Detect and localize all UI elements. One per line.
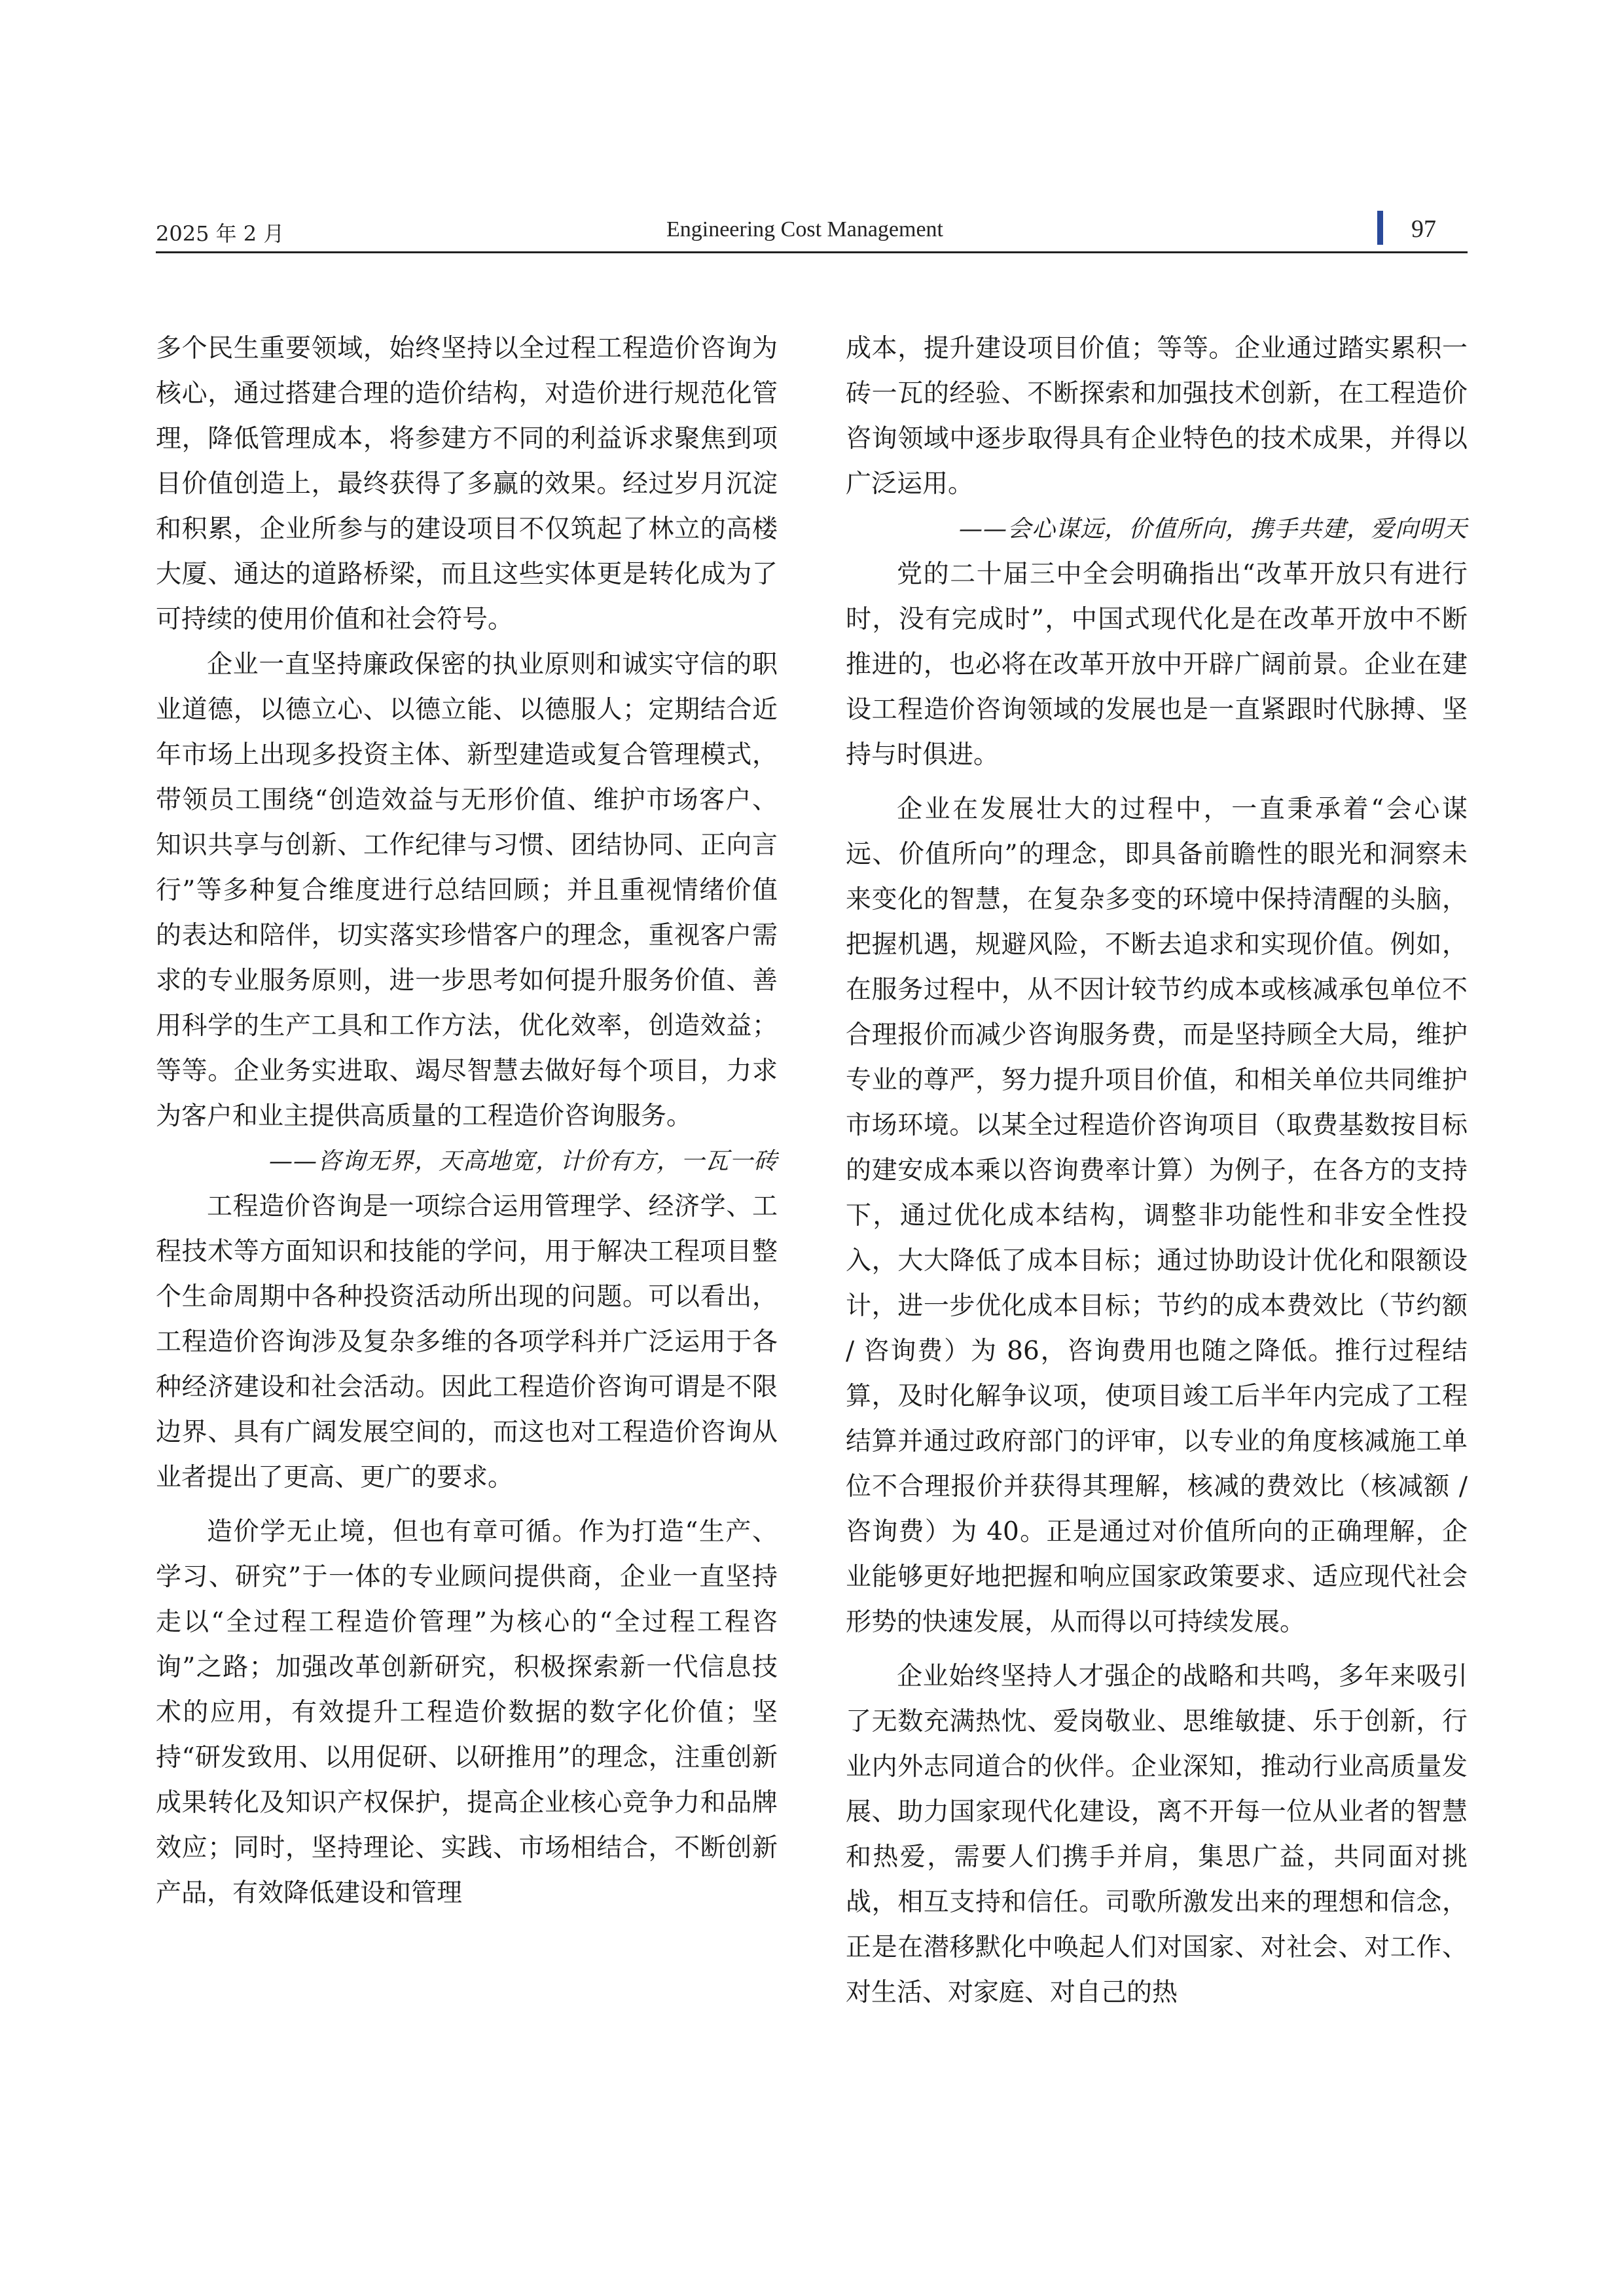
right-column [846,326,1468,2015]
paragraph: 多个民生重要领域，始终坚持以全过程工程造价咨询为核心，通过搭建合理的造价结构，对造价进行规范化管理，降低管理成本，将参建方不同的利益诉求聚焦到项目价值创造上，最终获得了多赢的效果。经过岁月沉淀和积累，企业所参与的建设项目不仅筑起了林立的高楼大厦、通达的道路桥梁，而且这些实体更是转化成为了可持续的使用价值和社会符号。 [156,334,778,634]
paragraph: 造价学无止境，但也有章可循。作为打造“生产、学习、研究”于一体的专业顾问提供商，企业一直坚持走以“全过程工程造价管理”为核心的“全过程工程咨询”之路；加强改革创新研究，积极探索新一代信息技术的应用，有效提升工程造价数据的数字化价值；坚持“研发致用、以用促研、以研推用”的理念，注重创新成果转化及知识产权保护，提高企业核心竞争力和品牌效应；同时，坚持理论、实践、市场相结合，不断创新产品，有效降低建设和管理 [156,1517,778,1908]
paragraph: 工程造价咨询是一项综合运用管理学、经济学、工程技术等方面知识和技能的学问，用于解决工程项目整个生命周期中各种投资活动所出现的问题。可以看出，工程造价咨询涉及复杂多维的各项学科并广泛运用于各种经济建设和社会活动。因此工程造价咨询可谓是不限边界、具有广阔发展空间的，而这也对工程造价咨询从业者提出了更高、更广的要求。 [156,1192,778,1492]
paragraph: 党的二十届三中全会明确指出“改革开放只有进行时，没有完成时”，中国式现代化是在改革开放中不断推进的，也必将在改革开放中开辟广阔前景。企业在建设工程造价咨询领域的发展也是一直紧跟时代脉搏、坚持与时俱进。 [846,560,1468,770]
issue-date: 2025 年 2 月 [156,221,285,246]
paragraph: 企业一直坚持廉政保密的执业原则和诚实守信的职业道德，以德立心、以德立能、以德服人；定期结合近年市场上出现多投资主体、新型建造或复合管理模式，带领员工围绕“创造效益与无形价值、维护市场客户、知识共享与创新、工作纪律与习惯、团结协同、正向言行”等多种复合维度进行总结回顾；并且重视情绪价值的表达和陪伴，切实落实珍惜客户的理念，重视客户需求的专业服务原则，进一步思考如何提升服务价值、善用科学的生产工具和工作方法，优化效率，创造效益；等等。企业务实进取、竭尽智慧去做好每个项目，力求为客户和业主提供高质量的工程造价咨询服务。 [156,650,778,1131]
section-subheading: ——会心谋远，价值所向，携手共建，爱向明天 [958,516,1468,543]
header-rule [156,251,1468,253]
paragraph: 企业在发展壮大的过程中，一直秉承着“会心谋远、价值所向”的理念，即具备前瞻性的眼光和洞察未来变化的智慧，在复杂多变的环境中保持清醒的头脑，把握机遇，规避风险，不断去追求和实现价值。例如，在服务过程中，从不因计较节约成本或核减承包单位不合理报价而减少咨询服务费，而是坚持顾全大局，维护专业的尊严，努力提升项目价值，和相关单位共同维护市场环境。以某全过程造价咨询项目（取费基数按目标的建安成本乘以咨询费率计算）为例子，在各方的支持下，通过优化成本结构，调整非功能性和非安全性投入，大大降低了成本目标；通过协助设计优化和限额设计，进一步优化成本目标；节约的成本费效比（节约额 / 咨询费）为 86，咨询费用也随之降低。推行过程结算，及时化解争议项，使项目竣工后半年内完成了工程结算并通过政府部门的评审，以专业的角度核减施工单位不合理报价并获得其理解，核减的费效比（核减额 / 咨询费）为 40。正是通过对价值所向的正确理解，企业能够更好地把握和响应国家政策要求、适应现代社会形势的快速发展，从而得以可持续发展。 [846,795,1468,1637]
paragraph: 成本，提升建设项目价值；等等。企业通过踏实累积一砖一瓦的经验、不断探索和加强技术创新，在工程造价咨询领域中逐步取得具有企业特色的技术成果，并得以广泛运用。 [846,334,1468,499]
section-subheading: ——咨询无界，天高地宽，计价有方，一瓦一砖 [268,1148,778,1175]
paragraph: 企业始终坚持人才强企的战略和共鸣，多年来吸引了无数充满热忱、爱岗敬业、思维敏捷、乐于创新，行业内外志同道合的伙伴。企业深知，推动行业高质量发展、助力国家现代化建设，离不开每一位从业者的智慧和热爱，需要人们携手并肩，集思广益，共同面对挑战，相互支持和信任。司歌所激发出来的理想和信念，正是在潜移默化中唤起人们对国家、对社会、对工作、对生活、对家庭、对自己的热 [846,1662,1468,2007]
page-number: 97 [1411,215,1436,243]
running-header [156,208,1468,249]
header-accent-bar [1377,211,1383,245]
left-column [156,326,778,1916]
journal-title: Engineering Cost Management [666,217,944,242]
